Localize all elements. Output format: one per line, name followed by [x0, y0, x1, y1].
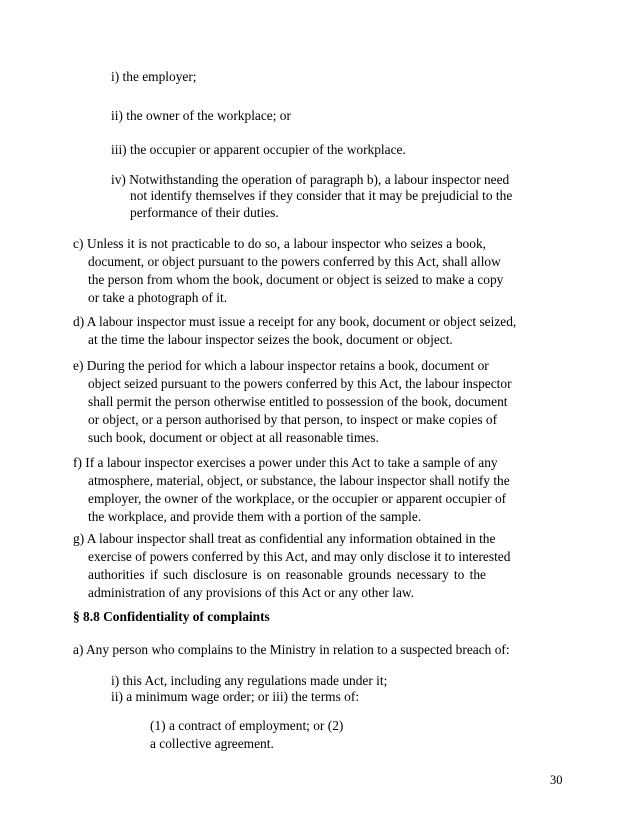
paragraph-c-line1: c) Unless it is not practicable to do so, a labour inspector who seizes a book,	[73, 236, 486, 251]
paragraph-g-line3: authorities if such disclosure is on reasonable grounds necessary to the	[88, 567, 486, 582]
paragraph-d-line1: d) A labour inspector must issue a receipt for any book, document or object seized,	[73, 314, 517, 329]
sub-list-line1: i) this Act, including any regulations made under it;	[111, 673, 388, 688]
paragraph-e-line1: e) During the period for which a labour inspector retains a book, document or	[73, 358, 489, 373]
paragraph-e-line3: shall permit the person otherwise entitled to possession of the book, document	[88, 394, 508, 409]
paragraph-e-line4: or object, or a person authorised by that person, to inspect or make copies of	[88, 412, 498, 427]
page-number: 30	[550, 773, 563, 787]
section-heading: § 8.8 Confidentiality of complaints	[73, 609, 270, 624]
paragraph-g-line2: exercise of powers conferred by this Act, and may only disclose it to interested	[88, 549, 511, 564]
paragraph-f-line3: employer, the owner of the workplace, or the occupier or apparent occupier of	[88, 491, 507, 506]
sub-sub-list-line1: (1) a contract of employment; or (2)	[150, 718, 344, 733]
list-item-iii: iii) the occupier or apparent occupier of the workplace.	[111, 142, 406, 157]
list-item-iv-line2: not identify themselves if they consider that it may be prejudicial to the	[130, 188, 513, 203]
paragraph-f-line2: atmosphere, material, object, or substance, the labour inspector shall notify the	[88, 473, 510, 488]
paragraph-c-line3: the person from whom the book, document or object is seized to make a copy	[88, 272, 504, 287]
paragraph-g-line4: administration of any provisions of this Act or any other law.	[88, 585, 415, 600]
list-item-i: i) the employer;	[111, 69, 197, 84]
paragraph-g-line1: g) A labour inspector shall treat as confidential any information obtained in the	[73, 531, 496, 546]
paragraph-d-line2: at the time the labour inspector seizes the book, document or object.	[88, 332, 453, 347]
paragraph-a-line1: a) Any person who complains to the Ministry in relation to a suspected breach of:	[73, 642, 510, 657]
list-item-ii: ii) the owner of the workplace; or	[111, 108, 291, 123]
paragraph-e-line2: object seized pursuant to the powers conferred by this Act, the labour inspector	[88, 376, 512, 391]
list-item-iv-line3: performance of their duties.	[130, 205, 279, 220]
list-item-iv-line1: iv) Notwithstanding the operation of paragraph b), a labour inspector need	[111, 172, 510, 187]
paragraph-c-line2: document, or object pursuant to the powers conferred by this Act, shall allow	[88, 254, 501, 269]
paragraph-f-line4: the workplace, and provide them with a portion of the sample.	[88, 509, 422, 524]
sub-sub-list-line2: a collective agreement.	[150, 736, 274, 751]
paragraph-f-line1: f) If a labour inspector exercises a power under this Act to take a sample of any	[73, 455, 498, 470]
paragraph-c-line4: or take a photograph of it.	[88, 290, 228, 305]
sub-list-line2: ii) a minimum wage order; or iii) the terms of:	[111, 689, 360, 704]
paragraph-e-line5: such book, document or object at all reasonable times.	[88, 430, 379, 445]
